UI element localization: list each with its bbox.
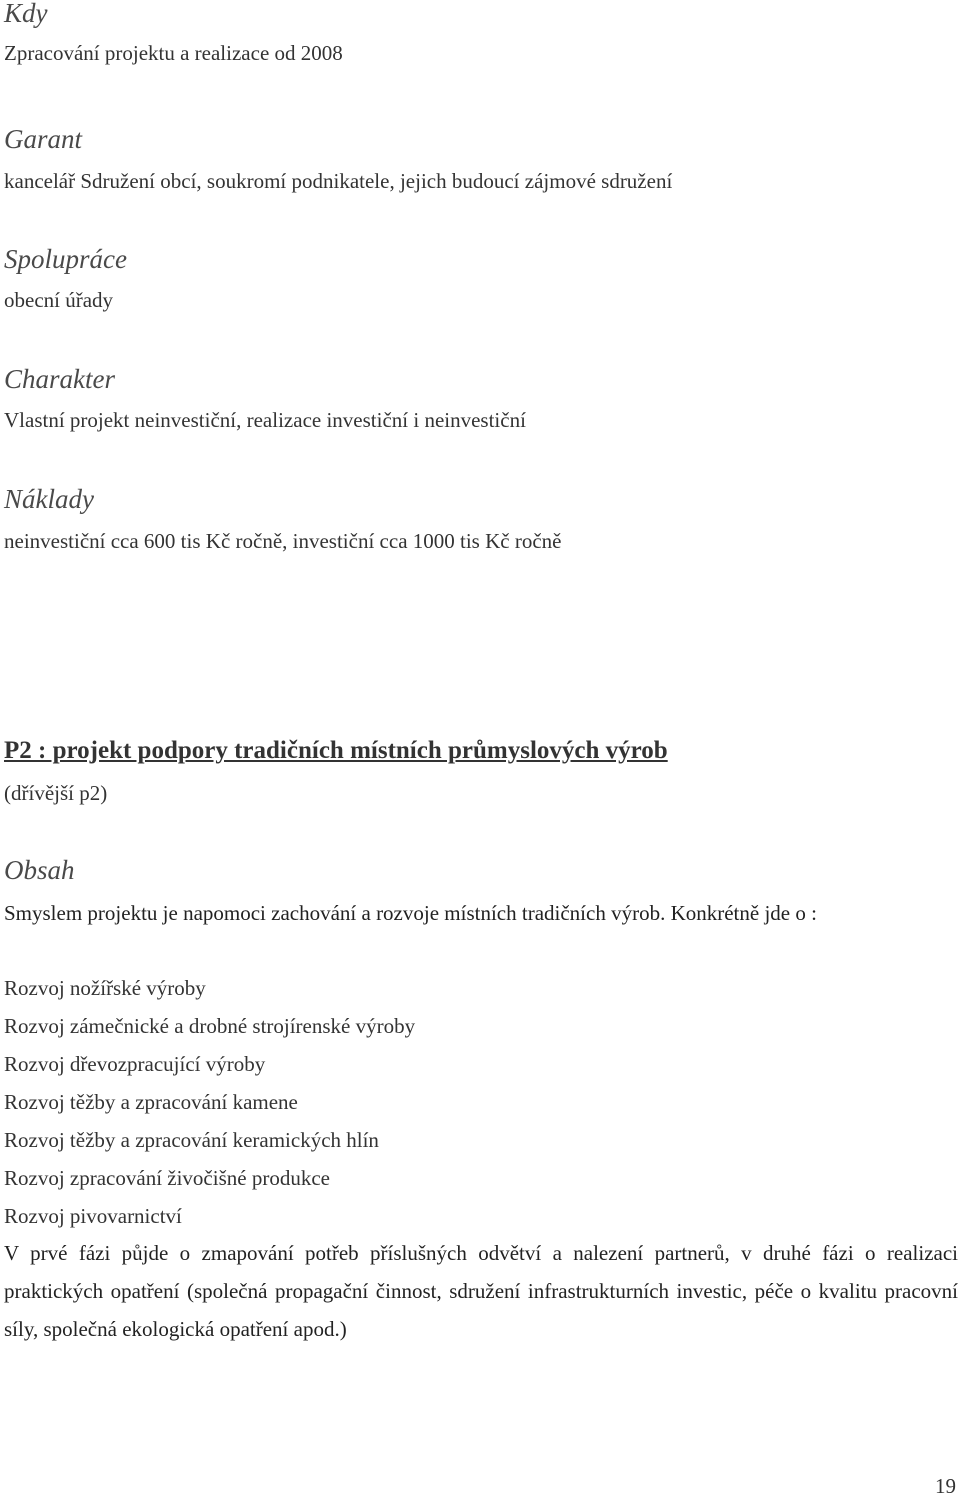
heading-spoluprace: Spolupráce bbox=[4, 244, 127, 274]
heading-naklady: Náklady bbox=[4, 484, 94, 514]
project-closing: V prvé fázi půjde o zmapování potřeb příslušných odvětví a nalezení partnerů, v druhé fázi o realizaci praktických opatření (společná propagační činnost, sdružení infrastrukturních investic, péče o kvalitu pracovní síly, společná ekologická opatření apod.) bbox=[4, 1241, 958, 1341]
heading-obsah: Obsah bbox=[4, 855, 75, 885]
page-number: 19 bbox=[935, 1474, 956, 1498]
list-item: Rozvoj zpracování živočišné produkce bbox=[4, 1166, 330, 1190]
heading-charakter: Charakter bbox=[4, 364, 115, 394]
text-charakter: Vlastní projekt neinvestiční, realizace investiční i neinvestiční bbox=[4, 408, 526, 432]
project-subtitle: (dřívější p2) bbox=[4, 781, 108, 805]
list-item: Rozvoj pivovarnictví bbox=[4, 1204, 182, 1228]
text-spoluprace: obecní úřady bbox=[4, 288, 114, 312]
list-item: Rozvoj těžby a zpracování kamene bbox=[4, 1090, 298, 1114]
list-item: Rozvoj dřevozpracující výroby bbox=[4, 1052, 266, 1076]
list-item: Rozvoj zámečnické a drobné strojírenské výroby bbox=[4, 1014, 416, 1038]
heading-garant: Garant bbox=[4, 124, 83, 154]
list-item: Rozvoj těžby a zpracování keramických hlín bbox=[4, 1128, 379, 1152]
project-intro: Smyslem projektu je napomoci zachování a rozvoje místních tradičních výrob. Konkrétně jde o : bbox=[4, 901, 817, 925]
text-naklady: neinvestiční cca 600 tis Kč ročně, investiční cca 1000 tis Kč ročně bbox=[4, 529, 562, 553]
project-title: P2 : projekt podpory tradičních místních průmyslových výrob bbox=[4, 737, 668, 764]
text-kdy: Zpracování projektu a realizace od 2008 bbox=[4, 41, 343, 65]
heading-kdy: Kdy bbox=[4, 0, 48, 28]
text-garant: kancelář Sdružení obcí, soukromí podnikatele, jejich budoucí zájmové sdružení bbox=[4, 169, 673, 193]
list-item: Rozvoj nožířské výroby bbox=[4, 976, 206, 1000]
